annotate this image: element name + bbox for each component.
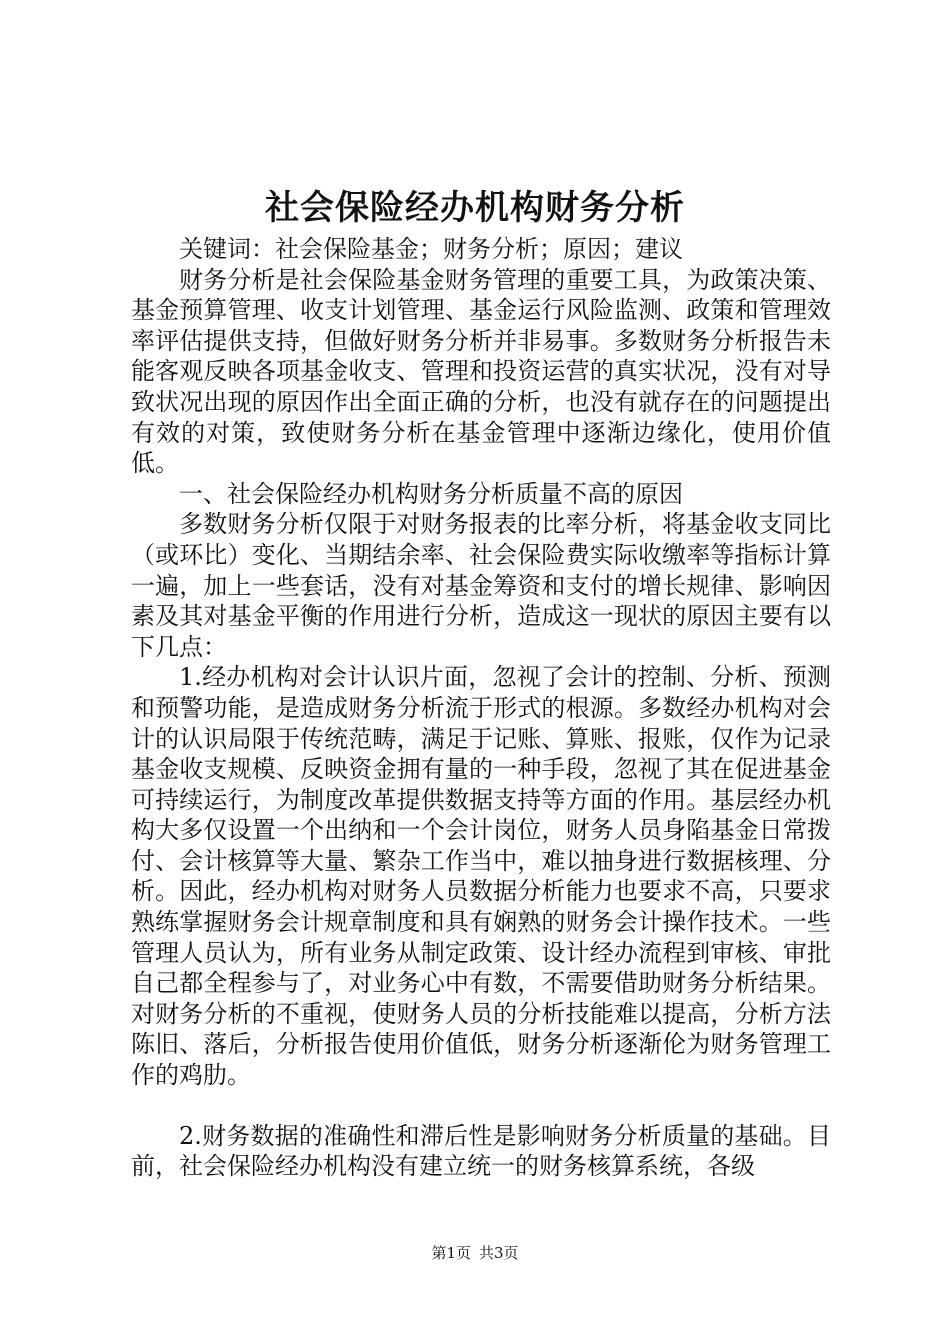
document-title: 社会保险经办机构财务分析 (265, 188, 685, 228)
point-two-paragraph: 2.财务数据的准确性和滞后性是影响财务分析质量的基础。目前，社会保险经办机构没有建立统一的财务核算系统，各级 (131, 1121, 831, 1181)
point-one-paragraph: 1.经办机构对会计认识片面，忽视了会计的控制、分析、预测和预警功能，是造成财务分析流于形式的根源。多数经办机构对会计的认识局限于传统范畴，满足于记账、算账、报账，仅作为记录基金收支规模、反映资金拥有量的一种手段，忽视了其在促进基金可持续运行，为制度改革提供数据支持等方面的作用。基层经办机构大多仅设置一个出纳和一个会计岗位，财务人员身陷基金日常拨付、会计核算等大量、繁杂工作当中，难以抽身进行数据核理、分析。因此，经办机构对财务人员数据分析能力也要求不高，只要求熟练掌握财务会计规章制度和具有娴熟的财务会计操作技术。一些管理人员认为，所有业务从制定政策、设计经办流程到审核、审批自己都全程参与了，对业务心中有数，不需要借助财务分析结果。对财务分析的不重视，使财务人员的分析技能难以提高，分析方法陈旧、落后，分析报告使用价值低，财务分析逐渐伦为财务管理工作的鸡肋。 (131, 663, 831, 1090)
keywords-paragraph: 关键词：社会保险基金；财务分析；原因；建议 (179, 235, 683, 263)
body-paragraph: 多数财务分析仅限于对财务报表的比率分析，将基金收支同比（或环比）变化、当期结余率、社会保险费实际收缴率等指标计算一遍，加上一些套话，没有对基金筹资和支付的增长规律、影响因素及其对基金平衡的作用进行分析，造成这一现状的原因主要有以下几点： (131, 510, 831, 661)
section-heading: 一、社会保险经办机构财务分析质量不高的原因 (179, 479, 683, 508)
document-body (131, 234, 831, 1182)
page-footer (0, 1243, 950, 1263)
intro-paragraph: 财务分析是社会保险基金财务管理的重要工具，为政策决策、基金预算管理、收支计划管理、基金运行风险监测、政策和管理效率评估提供支持，但做好财务分析并非易事。多数财务分析报告未能客观反映各项基金收支、管理和投资运营的真实状况，没有对导致状况出现的原因作出全面正确的分析，也没有就存在的问题提出有效的对策，致使财务分析在基金管理中逐渐边缘化，使用价值低。 (131, 265, 831, 478)
page-total: 共3页 (479, 1244, 519, 1262)
page-number: 第1页 (431, 1244, 471, 1262)
